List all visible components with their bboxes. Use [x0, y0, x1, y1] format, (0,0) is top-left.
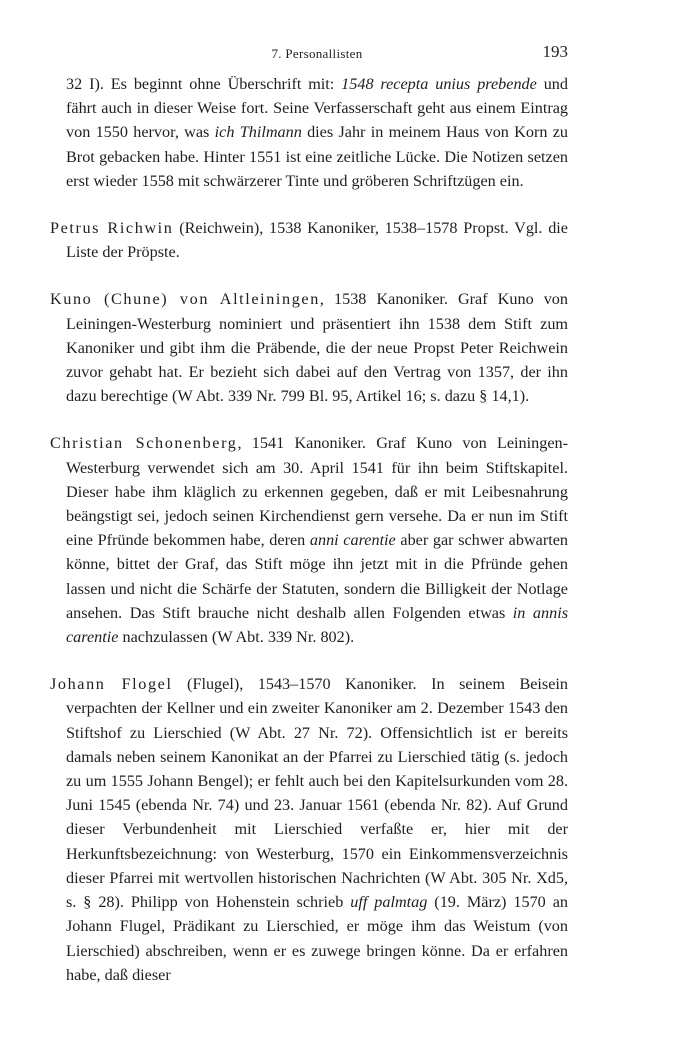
italic-quote: ich Thilmann	[214, 123, 302, 142]
body-text	[50, 72, 568, 1010]
person-name: Petrus Richwin	[50, 219, 174, 238]
page-number: 193	[542, 42, 568, 61]
text-run: aber gar schwer abwarten könne, bittet der Graf, das Stift möge ihn jetzt mit in die Pfründe gehen lassen und nicht die Schärfe der Statuten, sondern die Billigkeit der Notlage ansehen. Das Stift brauche nicht deshalb allen Folgenden etwas	[66, 531, 568, 622]
person-entry	[50, 216, 568, 264]
running-header	[66, 42, 568, 64]
text-run: (Flugel), 1543–1570 Kanoniker. In seinem Beisein verpachten der Kellner und ein zweiter Kanoniker am 2. Dezember 1543 den Stiftshof zu Lierschied (W Abt. 27 Nr. 72). Offensichtlich ist er bereits damals neben seinem Kanonikat an der Pfarrei zu Lierschied tätig (s. jedoch zu um 1555 Johann Bengel); er fehlt auch bei den Kapitelsurkunden vom 28. Juni 1545 (ebenda Nr. 74) und 23. Januar 1561 (ebenda Nr. 82). Auf Grund dieser Verbundenheit mit Lierschied verfaßte er, hier mit der Herkunftsbezeichnung: von Westerburg, 1570 ein Einkommensverzeichnis dieser Pfarrei mit wertvollen historischen Nachrichten (W Abt. 305 Nr. Xd5, s. § 28). Philipp von Hohenstein schrieb	[66, 675, 568, 912]
text-run: , 1541 Kanoniker. Graf Kuno von Leiningen-Westerburg verwendet sich am 30. April 1541 für ihn beim Stiftskapitel. Dieser habe ihm kläglich zu erkennen gegeben, daß er mit Leibesnahrung beängstigt sei, jedoch seinen Kirchendienst gern versehe. Da er nun im Stift eine Pfründe bekommen habe, deren	[66, 434, 569, 550]
person-entry	[50, 287, 568, 408]
person-name: Kuno (Chune) von Altleiningen	[50, 290, 320, 309]
italic-quote: uff palmtag	[350, 893, 428, 912]
person-name: Christian Schonenberg	[50, 434, 238, 453]
italic-quote: in annis carentie	[66, 603, 569, 647]
text-run: , 1538 Kanoniker. Graf Kuno von Leiningen-Westerburg nominiert und präsentiert ihn 1538 dem Stift zum Kanoniker und gibt ihm die Präbende, die der neue Propst Peter Reichwein zuvor gehabt hat. Er bezieht sich dabei auf den Vertrag von 1357, der ihn dazu berechtige (W Abt. 339 Nr. 799 Bl. 95, Artikel 16; s. dazu § 14,1).	[66, 290, 568, 406]
person-entry	[50, 672, 568, 987]
text-run: (Reichwein), 1538 Kanoniker, 1538–1578 Propst. Vgl. die Liste der Pröpste.	[66, 219, 568, 262]
continuation-paragraph	[50, 72, 568, 193]
text-run: nachzulassen (W Abt. 339 Nr. 802).	[118, 628, 355, 647]
italic-quote: 1548 recepta unius prebende	[341, 75, 537, 93]
text-run: und fährt auch in dieser Weise fort. Seine Verfasserschaft geht aus einem Eintrag von 1550 hervor, was	[66, 75, 568, 142]
running-title: 7. Personallisten	[271, 46, 363, 61]
text-run: (19. März) 1570 an Johann Flugel, Prädikant zu Lierschied, er möge ihm das Weistum (von Lierschied) abschreiben, wenn er es zuwege bringen könne. Da er erfahren habe, daß dieser	[66, 893, 568, 984]
person-entry	[50, 431, 568, 649]
person-name: Johann Flogel	[50, 675, 173, 694]
italic-quote: anni carentie	[309, 531, 396, 550]
text-run: 32 I). Es beginnt ohne Überschrift mit:	[66, 75, 342, 93]
text-run: dies Jahr in meinem Haus von Korn zu Brot gebacken habe. Hinter 1551 ist eine zeitliche Lücke. Die Notizen setzen erst wieder 1558 mit schwärzerer Tinte und gröberen Schriftzügen ein.	[66, 123, 569, 190]
